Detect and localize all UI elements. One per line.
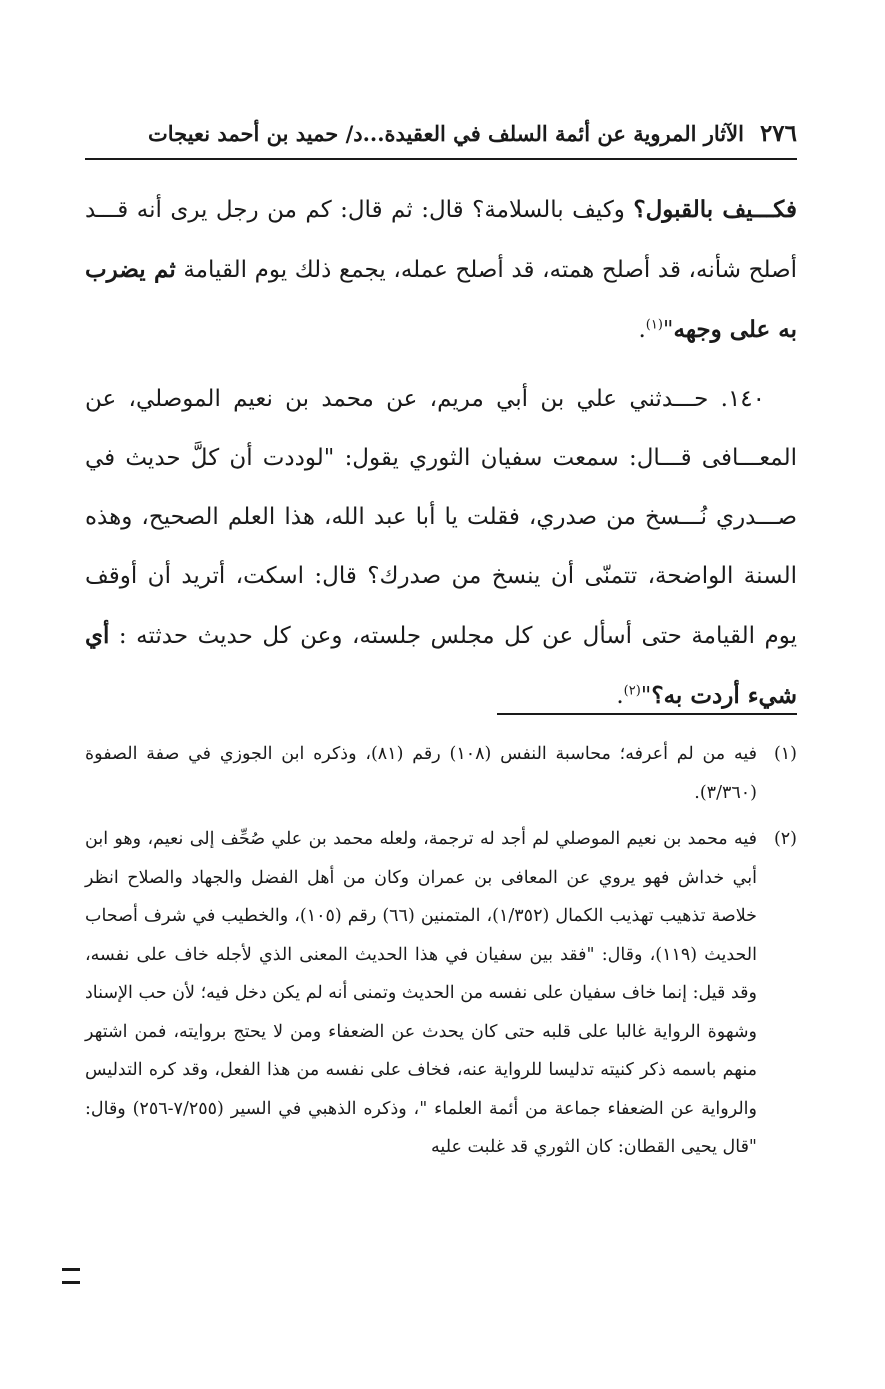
paragraph-continued: فكـــيف بالقبول؟ وكيف بالسلامة؟ قال: ثم قال: كم من رجل يرى أنه قـــد أصلح شأنه، قد أصلح همته، قد أصلح عمله، يجمع ذلك يوم القيامة ثم يضرب به على وجهه"$^{(١)}$. [85, 196, 797, 343]
footnote-reference: (١) [645, 317, 663, 333]
footnotes [85, 735, 797, 1175]
page-number: ٢٧٦ [759, 120, 797, 147]
footnote-2 [85, 820, 797, 1167]
running-header [85, 112, 797, 156]
footnote-separator [497, 713, 797, 715]
footnote-reference: (٢) [623, 683, 641, 699]
bold-phrase: أي شيء أردت به؟ [85, 622, 797, 709]
header-rule [85, 158, 797, 160]
bold-phrase: ثم يضرب به على وجهه [85, 256, 797, 343]
bold-phrase: فكـــيف بالقبول؟ [633, 196, 797, 223]
paragraph-140: ١٤٠. حـــدثني علي بن أبي مريم، عن محمد بن نعيم الموصلي، عن المعـــافى قـــال: سمعت سفيان الثوري يقول: "لوددت أن كلَّ حديث في صـــدري نُـــسخ من صدري، فقلت يا أبا عبد الله، هذا العلم الصحيح، وهذه السنة الواضحة، تتمنّى أن ينسخ من صدرك؟ قال: اسكت، أتريد أن أوقف يوم القيامة حتى أسأل عن كل مجلس جلسته، وعن كل حديث حدثته : أي شيء أردت به؟"$^{(٢)}$. [85, 386, 797, 709]
footnote-mark: (٢) [773, 829, 797, 849]
running-title: الآثار المروية عن أئمة السلف في العقيدة...د/ حميد بن أحمد نعيجات [148, 121, 744, 146]
footnote-text: فيه محمد بن نعيم الموصلي لم أجد له ترجمة، ولعله محمد بن علي صُحِّف إلى نعيم، وهو ابن أبي خداش فهو يروي عن المعافى بن عمران وكان من أهل الفضل والجهاد والصلاح انظر خلاصة تذهيب تهذيب الكمال (١/٣٥٢)، المتمنين (٦٦) رقم (١٠٥)، والخطيب في شرف أصحاب الحديث (١١٩)، وقال: "فقد بين سفيان في هذا الحديث المعنى الذي لأجله خاف على نفسه، وقد قيل: إنما خاف سفيان على نفسه من الحديث وتمنى أنه لم يكن دخل فيه؛ لأن حب الإسناد وشهوة الرواية غالبا على قلبه حتى كان يحدث عن الضعفاء ومن لا يحتج بروايته، فمن اشتهر منهم باسمه ذكر كنيته تدليسا للرواية عنه، فخاف على نفسه من هذا الفعل، وقد كره التدليس والرواية عن الضعفاء جماعة من أئمة العلماء "، وذكره الذهبي في السير (٧/٢٥٥-٢٥٦) وقال: "قال يحيى القطان: كان الثوري قد غلبت عليه [85, 829, 757, 1157]
continuation-mark [62, 1268, 80, 1284]
footnote-mark: (١) [773, 744, 797, 764]
footnote-text: فيه من لم أعرفه؛ محاسبة النفس (١٠٨) رقم (٨١)، وذكره ابن الجوزي في صفة الصفوة (٣/٣٦٠). [85, 744, 757, 803]
main-text [85, 180, 797, 726]
footnote-1 [85, 735, 797, 812]
